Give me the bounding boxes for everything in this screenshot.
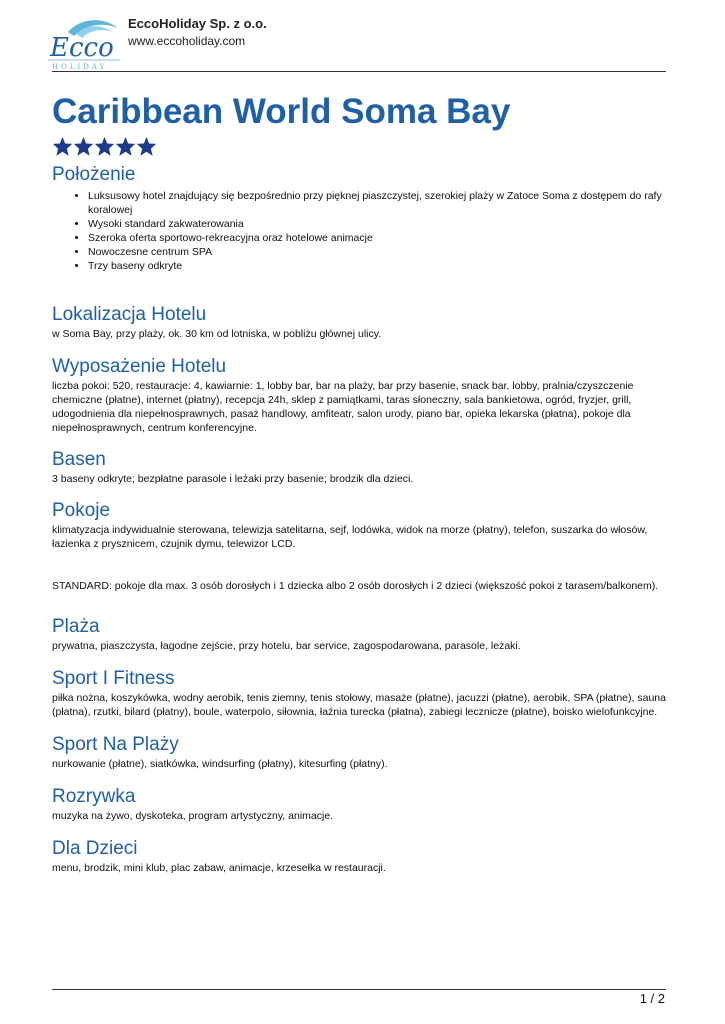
page-header <box>46 12 666 72</box>
page-content <box>52 163 672 875</box>
ecco-holiday-logo <box>46 14 122 72</box>
section-polozenie <box>52 163 672 273</box>
star-icon <box>94 136 115 157</box>
section-text: klimatyzacja indywidualnie sterowana, telewizja satelitarna, sejf, lodówka, widok na morze (płatny), telefon, suszarka do włosów, łazienka z prysznicem, czujnik dymu, telewizor LCD. <box>52 524 648 550</box>
list-item: • Luksusowy hotel znajdujący się bezpośrednio przy pięknej piaszczystej, szerokiej plaży w Zatoce Soma z dostępem do rafy koralowej <box>88 189 672 217</box>
section-heading: Wyposażenie Hotelu <box>52 356 227 377</box>
section-sport-fitness <box>52 667 672 719</box>
section-text: piłka nożna, koszykówka, wodny aerobik, tenis ziemny, tenis stołowy, masaże (płatne), jacuzzi (płatne), aerobik, SPA (płatne), sauna (płatna), rzutki, bilard (płatny), boule, waterpolo, siłownia, łaźnia turecka (płatna), zabiegi lecznicze (płatne), boisko wielofunkcyjne. <box>52 692 666 718</box>
logo-holiday-text: HOLIDAY <box>52 63 108 71</box>
section-wyposazenie <box>52 355 672 435</box>
section-text: w Soma Bay, przy plaży, ok. 30 km od lotniska, w pobliżu głównej ulicy. <box>52 328 382 340</box>
footer-divider <box>52 989 666 990</box>
feature-list <box>52 189 672 273</box>
star-icon <box>136 136 157 157</box>
section-text: menu, brodzik, mini klub, plac zabaw, animacje, krzesełka w restauracji. <box>52 862 386 874</box>
section-heading: Basen <box>52 449 106 470</box>
section-dla-dzieci <box>52 837 672 875</box>
room-standard-text: STANDARD: pokoje dla max. 3 osób dorosłych i 1 dziecka albo 2 osób dorosłych i 2 dzieci (większość pokoi z tarasem/balkonem). <box>52 580 659 592</box>
section-heading: Rozrywka <box>52 786 136 807</box>
list-item: • Trzy baseny odkryte <box>88 259 672 273</box>
company-name: EccoHoliday Sp. z o.o. <box>128 16 267 31</box>
section-plaza <box>52 615 672 653</box>
star-icon <box>115 136 136 157</box>
header-divider <box>52 71 666 72</box>
section-lokalizacja <box>52 303 672 341</box>
section-heading: Sport Na Plaży <box>52 734 179 755</box>
list-item: • Nowoczesne centrum SPA <box>88 245 672 259</box>
section-basen <box>52 448 672 486</box>
star-rating <box>52 136 157 157</box>
logo-ecco-text: Ecco <box>50 33 114 63</box>
section-pokoje <box>52 499 672 593</box>
page-number: 1 / 2 <box>639 991 665 1006</box>
section-rozrywka <box>52 785 672 823</box>
section-text: muzyka na żywo, dyskoteka, program artystyczny, animacje. <box>52 810 334 822</box>
list-item: • Szeroka oferta sportowo-rekreacyjna oraz hotelowe animacje <box>88 231 672 245</box>
section-heading: Lokalizacja Hotelu <box>52 304 207 325</box>
section-heading: Sport I Fitness <box>52 668 175 689</box>
hotel-title: Caribbean World Soma Bay <box>52 92 511 131</box>
star-icon <box>73 136 94 157</box>
section-heading: Dla Dzieci <box>52 838 138 859</box>
section-text: prywatna, piaszczysta, łagodne zejście, przy hotelu, bar service, zagospodarowana, parasole, leżaki. <box>52 640 521 652</box>
star-icon <box>52 136 73 157</box>
list-item: • Wysoki standard zakwaterowania <box>88 217 672 231</box>
section-sport-na-plazy <box>52 733 672 771</box>
section-text: liczba pokoi: 520, restauracje: 4, kawiarnie: 1, lobby bar, bar na plaży, bar przy basenie, snack bar, lobby, pralnia/czyszczenie chemiczne (płatne), internet (płatny), recepcja 24h, sklep z pamiątkami, taras słoneczny, sala bankietowa, ogród, fryzjer, grill, udogodnienia dla niepełnosprawnych, pasaż handlowy, amfiteatr, salon urody, piano bar, opieka lekarska (płatna), pokoje dla niepełnosprawnych, centrum konferencyjne. <box>52 380 634 434</box>
section-text: 3 baseny odkryte; bezpłatne parasole i leżaki przy basenie; brodzik dla dzieci. <box>52 473 414 485</box>
company-url: www.eccoholiday.com <box>128 34 246 48</box>
section-heading: Plaża <box>52 616 100 637</box>
section-heading: Położenie <box>52 164 136 185</box>
section-text: nurkowanie (płatne), siatkówka, windsurfing (płatny), kitesurfing (płatny). <box>52 758 388 770</box>
section-heading: Pokoje <box>52 500 111 521</box>
